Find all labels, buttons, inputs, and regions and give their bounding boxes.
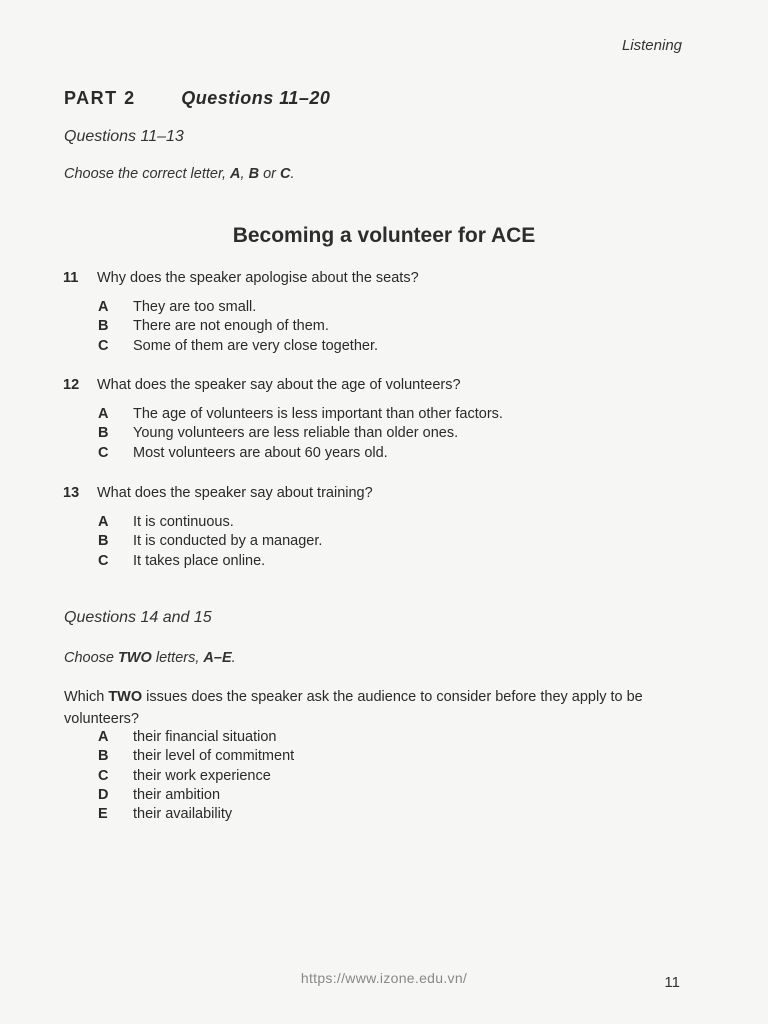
question-text: What does the speaker say about training? [97,485,373,501]
option-letter: A [98,514,109,530]
option-item [98,444,703,463]
section-title: Becoming a volunteer for ACE [232,224,536,247]
option-letter: C [98,337,109,354]
part-label: PART 2 [64,88,136,108]
question-text: Why does the speaker apologise about the seats? [97,270,419,286]
question-number: 11 [63,270,79,286]
option-letter: A [98,406,109,422]
option-text: Some of them are very close together. [133,337,379,354]
option-list [98,298,703,356]
question-stem [63,484,703,503]
option-item [98,424,703,443]
option-text: The age of volunteers is less important than other factors. [133,406,503,422]
option-item [98,513,703,532]
question-12 [63,376,703,463]
option-text: It is conducted by a manager. [133,533,323,550]
option-list [98,728,703,824]
option-text: their ambition [133,786,221,803]
section-label: Listening [621,37,682,54]
option-letter: B [98,748,109,765]
question-text: What does the speaker say about the age of volunteers? [97,377,461,393]
part-title: Questions 11–20 [181,88,331,108]
option-item [98,532,703,551]
part-heading [64,88,330,109]
option-text: their level of commitment [133,748,295,765]
option-letter: C [98,552,109,569]
option-text: It takes place online. [133,552,266,569]
option-list [98,405,703,463]
option-item [98,747,703,766]
footer-url: https://www.izone.edu.vn/ [300,970,468,986]
option-text: They are too small. [133,299,257,315]
option-text: Young volunteers are less reliable than older ones. [133,425,459,442]
option-letter: B [98,318,109,335]
option-letter: E [98,806,108,823]
option-text: Most volunteers are about 60 years old. [133,444,388,461]
questions-14-15-options [63,728,703,824]
option-letter: A [98,729,109,745]
questions-11-13-heading: Questions 11–13 [64,128,184,145]
option-item [98,337,703,356]
option-text: It is continuous. [133,514,234,530]
question-number: 13 [63,485,80,501]
question-number: 12 [63,377,80,393]
option-letter: B [98,533,109,550]
option-letter: A [98,299,109,315]
question-stem [63,376,703,395]
option-item [98,786,703,805]
question-11 [63,269,703,356]
option-item [98,298,703,317]
option-letter: C [98,444,109,461]
option-text: There are not enough of them. [133,318,329,335]
option-item [98,405,703,424]
question-stem [63,269,703,288]
option-text: their financial situation [133,729,277,745]
option-item [98,767,703,786]
questions-11-13-instruction: Choose the correct letter, A, B or C. [64,166,295,182]
question-13 [63,484,703,571]
option-item [98,552,703,571]
option-letter: C [98,767,109,784]
option-item [98,805,703,824]
option-letter: B [98,425,109,442]
option-list [98,513,703,571]
option-item [98,728,703,747]
questions-14-15-heading: Questions 14 and 15 [64,609,212,626]
option-letter: D [98,786,109,803]
option-text: their availability [133,806,233,823]
questions-14-15-instruction: Choose TWO letters, A–E. [64,650,236,666]
questions-14-15-prompt: Which TWO issues does the speaker ask the audience to consider before they apply to be volunteers? [64,689,643,727]
page-number: 11 [664,974,680,991]
option-item [98,317,703,336]
option-text: their work experience [133,767,271,784]
